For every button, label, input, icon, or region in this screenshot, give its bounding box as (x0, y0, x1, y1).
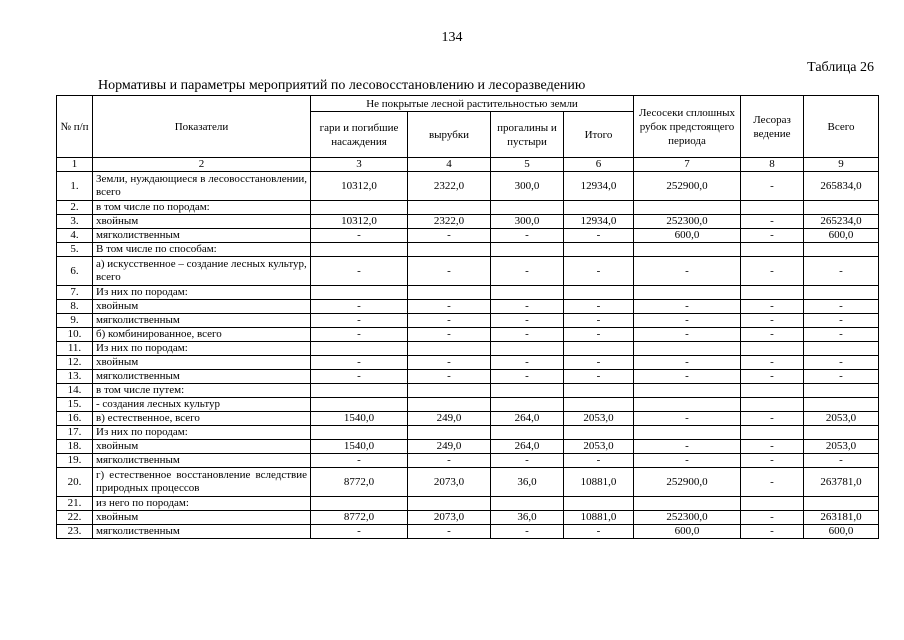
row-value (564, 426, 634, 440)
row-value (408, 243, 491, 257)
row-indicator: хвойным (93, 356, 311, 370)
row-number: 14. (57, 384, 93, 398)
row-value: - (634, 257, 741, 286)
row-value: - (804, 300, 879, 314)
row-value: 2053,0 (564, 412, 634, 426)
row-value: - (491, 525, 564, 539)
row-number: 8. (57, 300, 93, 314)
row-value: - (804, 454, 879, 468)
table-row (57, 370, 879, 384)
row-indicator: мягколиственным (93, 370, 311, 384)
row-value (564, 201, 634, 215)
row-value (741, 398, 804, 412)
row-indicator: хвойным (93, 440, 311, 454)
row-value (634, 342, 741, 356)
row-value: - (311, 370, 408, 384)
row-value: - (311, 328, 408, 342)
row-indicator: б) комбинированное, всего (93, 328, 311, 342)
table-row (57, 398, 879, 412)
column-number: 7 (634, 158, 741, 172)
row-value: - (408, 525, 491, 539)
row-value (634, 497, 741, 511)
row-value (804, 342, 879, 356)
row-value: - (564, 356, 634, 370)
row-value: - (804, 257, 879, 286)
table-row (57, 300, 879, 314)
column-number: 3 (311, 158, 408, 172)
row-value: 264,0 (491, 440, 564, 454)
row-value (741, 426, 804, 440)
row-value: 10881,0 (564, 511, 634, 525)
table-row (57, 328, 879, 342)
row-value (311, 497, 408, 511)
row-value (311, 243, 408, 257)
row-value: - (741, 412, 804, 426)
row-indicator: в том числе путем: (93, 384, 311, 398)
row-value: - (741, 440, 804, 454)
row-value: - (741, 525, 804, 539)
row-value (564, 342, 634, 356)
column-number: 1 (57, 158, 93, 172)
row-number: 18. (57, 440, 93, 454)
row-value: - (491, 300, 564, 314)
row-value (311, 426, 408, 440)
header-logging: Лесосеки сплошных рубок предстоящего периода (634, 96, 741, 158)
row-value: 300,0 (491, 172, 564, 201)
table-row (57, 201, 879, 215)
column-number-row (57, 158, 879, 172)
row-value (564, 384, 634, 398)
row-number: 9. (57, 314, 93, 328)
row-value: - (741, 229, 804, 243)
table-label: Таблица 26 (807, 60, 874, 75)
row-value (741, 342, 804, 356)
row-value (634, 201, 741, 215)
header-group: Не покрытые лесной растительностью земли (311, 96, 634, 112)
header-afforestation: Лесораз ведение (741, 96, 804, 158)
row-indicator: а) искусственное – создание лесных культур, всего (93, 257, 311, 286)
header-num: № п/п (57, 96, 93, 158)
row-indicator: мягколиственным (93, 229, 311, 243)
row-value: - (564, 454, 634, 468)
row-value (408, 384, 491, 398)
table-row (57, 384, 879, 398)
row-number: 12. (57, 356, 93, 370)
row-value: - (491, 370, 564, 384)
row-value: - (564, 328, 634, 342)
row-value: - (408, 454, 491, 468)
table-row (57, 286, 879, 300)
row-value (491, 497, 564, 511)
row-value: 600,0 (634, 229, 741, 243)
row-value: - (634, 356, 741, 370)
row-value: 12934,0 (564, 172, 634, 201)
row-value: - (564, 257, 634, 286)
row-value (408, 497, 491, 511)
row-value: - (491, 314, 564, 328)
row-value: 252300,0 (634, 511, 741, 525)
row-value (804, 426, 879, 440)
row-indicator: хвойным (93, 511, 311, 525)
row-value: 2322,0 (408, 215, 491, 229)
header-glades: прогалины и пустыри (491, 112, 564, 158)
page-number: 134 (441, 30, 463, 45)
row-value: - (408, 257, 491, 286)
row-value: - (634, 314, 741, 328)
row-value (634, 384, 741, 398)
row-value: - (741, 370, 804, 384)
row-value: 12934,0 (564, 215, 634, 229)
header-burnt: гари и погибшие насаждения (311, 112, 408, 158)
row-value (741, 201, 804, 215)
row-indicator: В том числе по способам: (93, 243, 311, 257)
row-value: - (741, 468, 804, 497)
table-row (57, 412, 879, 426)
row-value: - (564, 300, 634, 314)
row-value: - (564, 370, 634, 384)
row-value (311, 384, 408, 398)
row-value: - (741, 257, 804, 286)
row-value: - (634, 412, 741, 426)
row-value (311, 398, 408, 412)
table-row (57, 229, 879, 243)
row-number: 1. (57, 172, 93, 201)
row-value: 249,0 (408, 440, 491, 454)
row-number: 16. (57, 412, 93, 426)
row-value: 2053,0 (804, 440, 879, 454)
row-value: - (408, 370, 491, 384)
row-value (564, 398, 634, 412)
row-value: - (491, 356, 564, 370)
row-value: 8772,0 (311, 511, 408, 525)
row-value: 263781,0 (804, 468, 879, 497)
header-total: Итого (564, 112, 634, 158)
row-number: 6. (57, 257, 93, 286)
row-indicator: мягколиственным (93, 314, 311, 328)
row-number: 23. (57, 525, 93, 539)
table-title: Нормативы и параметры мероприятий по лесовосстановлению и лесоразведению (98, 78, 586, 93)
row-value: - (491, 328, 564, 342)
row-value: 36,0 (491, 468, 564, 497)
table-row (57, 314, 879, 328)
row-indicator: Из них по породам: (93, 286, 311, 300)
row-value: 1540,0 (311, 412, 408, 426)
row-value (564, 497, 634, 511)
row-value: 264,0 (491, 412, 564, 426)
row-value: 2073,0 (408, 511, 491, 525)
row-value: - (311, 300, 408, 314)
row-value (491, 398, 564, 412)
row-value (408, 201, 491, 215)
row-value: 249,0 (408, 412, 491, 426)
row-value: - (311, 454, 408, 468)
row-value: 265234,0 (804, 215, 879, 229)
row-value: - (741, 328, 804, 342)
row-value: 2053,0 (804, 412, 879, 426)
row-value (741, 243, 804, 257)
row-value: - (634, 370, 741, 384)
norms-table (56, 95, 879, 539)
row-value: - (564, 314, 634, 328)
row-value (491, 384, 564, 398)
row-value: - (408, 328, 491, 342)
row-value: 36,0 (491, 511, 564, 525)
row-number: 4. (57, 229, 93, 243)
row-value: 2053,0 (564, 440, 634, 454)
row-value: - (741, 172, 804, 201)
header-all: Всего (804, 96, 879, 158)
row-value (491, 243, 564, 257)
row-value: - (741, 314, 804, 328)
row-value: - (564, 229, 634, 243)
row-value: - (634, 454, 741, 468)
row-indicator: Земли, нуждающиеся в лесовосстановлении, всего (93, 172, 311, 201)
table-row (57, 511, 879, 525)
row-value: - (311, 229, 408, 243)
table-row (57, 243, 879, 257)
row-value (491, 286, 564, 300)
row-indicator: г) естественное восстановление вследствие природных процессов (93, 468, 311, 497)
row-value: - (741, 300, 804, 314)
row-value (804, 497, 879, 511)
row-value (491, 342, 564, 356)
row-value: - (634, 440, 741, 454)
row-indicator: хвойным (93, 215, 311, 229)
table-row (57, 172, 879, 201)
row-number: 13. (57, 370, 93, 384)
row-value (408, 342, 491, 356)
row-value (804, 243, 879, 257)
row-value: 252900,0 (634, 172, 741, 201)
column-number: 5 (491, 158, 564, 172)
row-value: 300,0 (491, 215, 564, 229)
row-number: 22. (57, 511, 93, 525)
row-value (804, 286, 879, 300)
row-indicator: Из них по породам: (93, 342, 311, 356)
row-value: 2073,0 (408, 468, 491, 497)
header-indicators: Показатели (93, 96, 311, 158)
row-value: 600,0 (804, 229, 879, 243)
row-indicator: из него по породам: (93, 497, 311, 511)
row-value: - (804, 328, 879, 342)
table-row (57, 215, 879, 229)
row-value: - (741, 511, 804, 525)
row-number: 3. (57, 215, 93, 229)
row-value (564, 286, 634, 300)
row-value (408, 398, 491, 412)
row-value: 252300,0 (634, 215, 741, 229)
row-value (311, 286, 408, 300)
table-row (57, 356, 879, 370)
row-value: - (741, 215, 804, 229)
row-value: - (634, 300, 741, 314)
header-cuttings: вырубки (408, 112, 491, 158)
row-value (634, 286, 741, 300)
row-number: 11. (57, 342, 93, 356)
column-number: 2 (93, 158, 311, 172)
table-row (57, 426, 879, 440)
row-number: 10. (57, 328, 93, 342)
row-value: - (741, 356, 804, 370)
row-value: - (311, 525, 408, 539)
table-row (57, 454, 879, 468)
row-value: 252900,0 (634, 468, 741, 497)
row-value (408, 286, 491, 300)
row-value (804, 201, 879, 215)
row-indicator: хвойным (93, 300, 311, 314)
row-value: - (311, 257, 408, 286)
row-value (408, 426, 491, 440)
column-number: 4 (408, 158, 491, 172)
row-indicator: в том числе по породам: (93, 201, 311, 215)
row-value: 263181,0 (804, 511, 879, 525)
row-value (311, 201, 408, 215)
table-row (57, 342, 879, 356)
table-row (57, 440, 879, 454)
row-number: 19. (57, 454, 93, 468)
column-number: 8 (741, 158, 804, 172)
row-value (491, 426, 564, 440)
row-number: 21. (57, 497, 93, 511)
row-value (804, 398, 879, 412)
row-value: - (491, 257, 564, 286)
row-value: 8772,0 (311, 468, 408, 497)
row-value: - (804, 314, 879, 328)
row-value: - (491, 454, 564, 468)
row-value: - (408, 229, 491, 243)
row-value (634, 426, 741, 440)
row-number: 20. (57, 468, 93, 497)
row-number: 2. (57, 201, 93, 215)
row-value: - (408, 300, 491, 314)
row-value: - (408, 314, 491, 328)
table-row (57, 497, 879, 511)
row-value (741, 384, 804, 398)
row-value (634, 398, 741, 412)
row-indicator: в) естественное, всего (93, 412, 311, 426)
row-value (491, 201, 564, 215)
row-value: - (408, 356, 491, 370)
row-value: - (311, 356, 408, 370)
row-value: 600,0 (634, 525, 741, 539)
row-value: 265834,0 (804, 172, 879, 201)
table-row (57, 525, 879, 539)
row-value (804, 384, 879, 398)
table-row (57, 468, 879, 497)
row-value: 600,0 (804, 525, 879, 539)
row-indicator: мягколиственным (93, 454, 311, 468)
table-row (57, 257, 879, 286)
row-value (634, 243, 741, 257)
row-value: - (804, 356, 879, 370)
row-value (564, 243, 634, 257)
row-value: 2322,0 (408, 172, 491, 201)
row-value (741, 286, 804, 300)
row-number: 7. (57, 286, 93, 300)
row-value: - (491, 229, 564, 243)
row-value: 1540,0 (311, 440, 408, 454)
row-value (741, 497, 804, 511)
row-value: - (311, 314, 408, 328)
row-number: 5. (57, 243, 93, 257)
row-value: - (741, 454, 804, 468)
row-indicator: Из них по породам: (93, 426, 311, 440)
row-indicator: мягколиственным (93, 525, 311, 539)
row-indicator: - создания лесных культур (93, 398, 311, 412)
row-number: 17. (57, 426, 93, 440)
row-value: - (634, 328, 741, 342)
row-value: - (564, 525, 634, 539)
row-value: 10881,0 (564, 468, 634, 497)
row-value (311, 342, 408, 356)
column-number: 9 (804, 158, 879, 172)
row-value: - (804, 370, 879, 384)
column-number: 6 (564, 158, 634, 172)
row-number: 15. (57, 398, 93, 412)
row-value: 10312,0 (311, 172, 408, 201)
row-value: 10312,0 (311, 215, 408, 229)
